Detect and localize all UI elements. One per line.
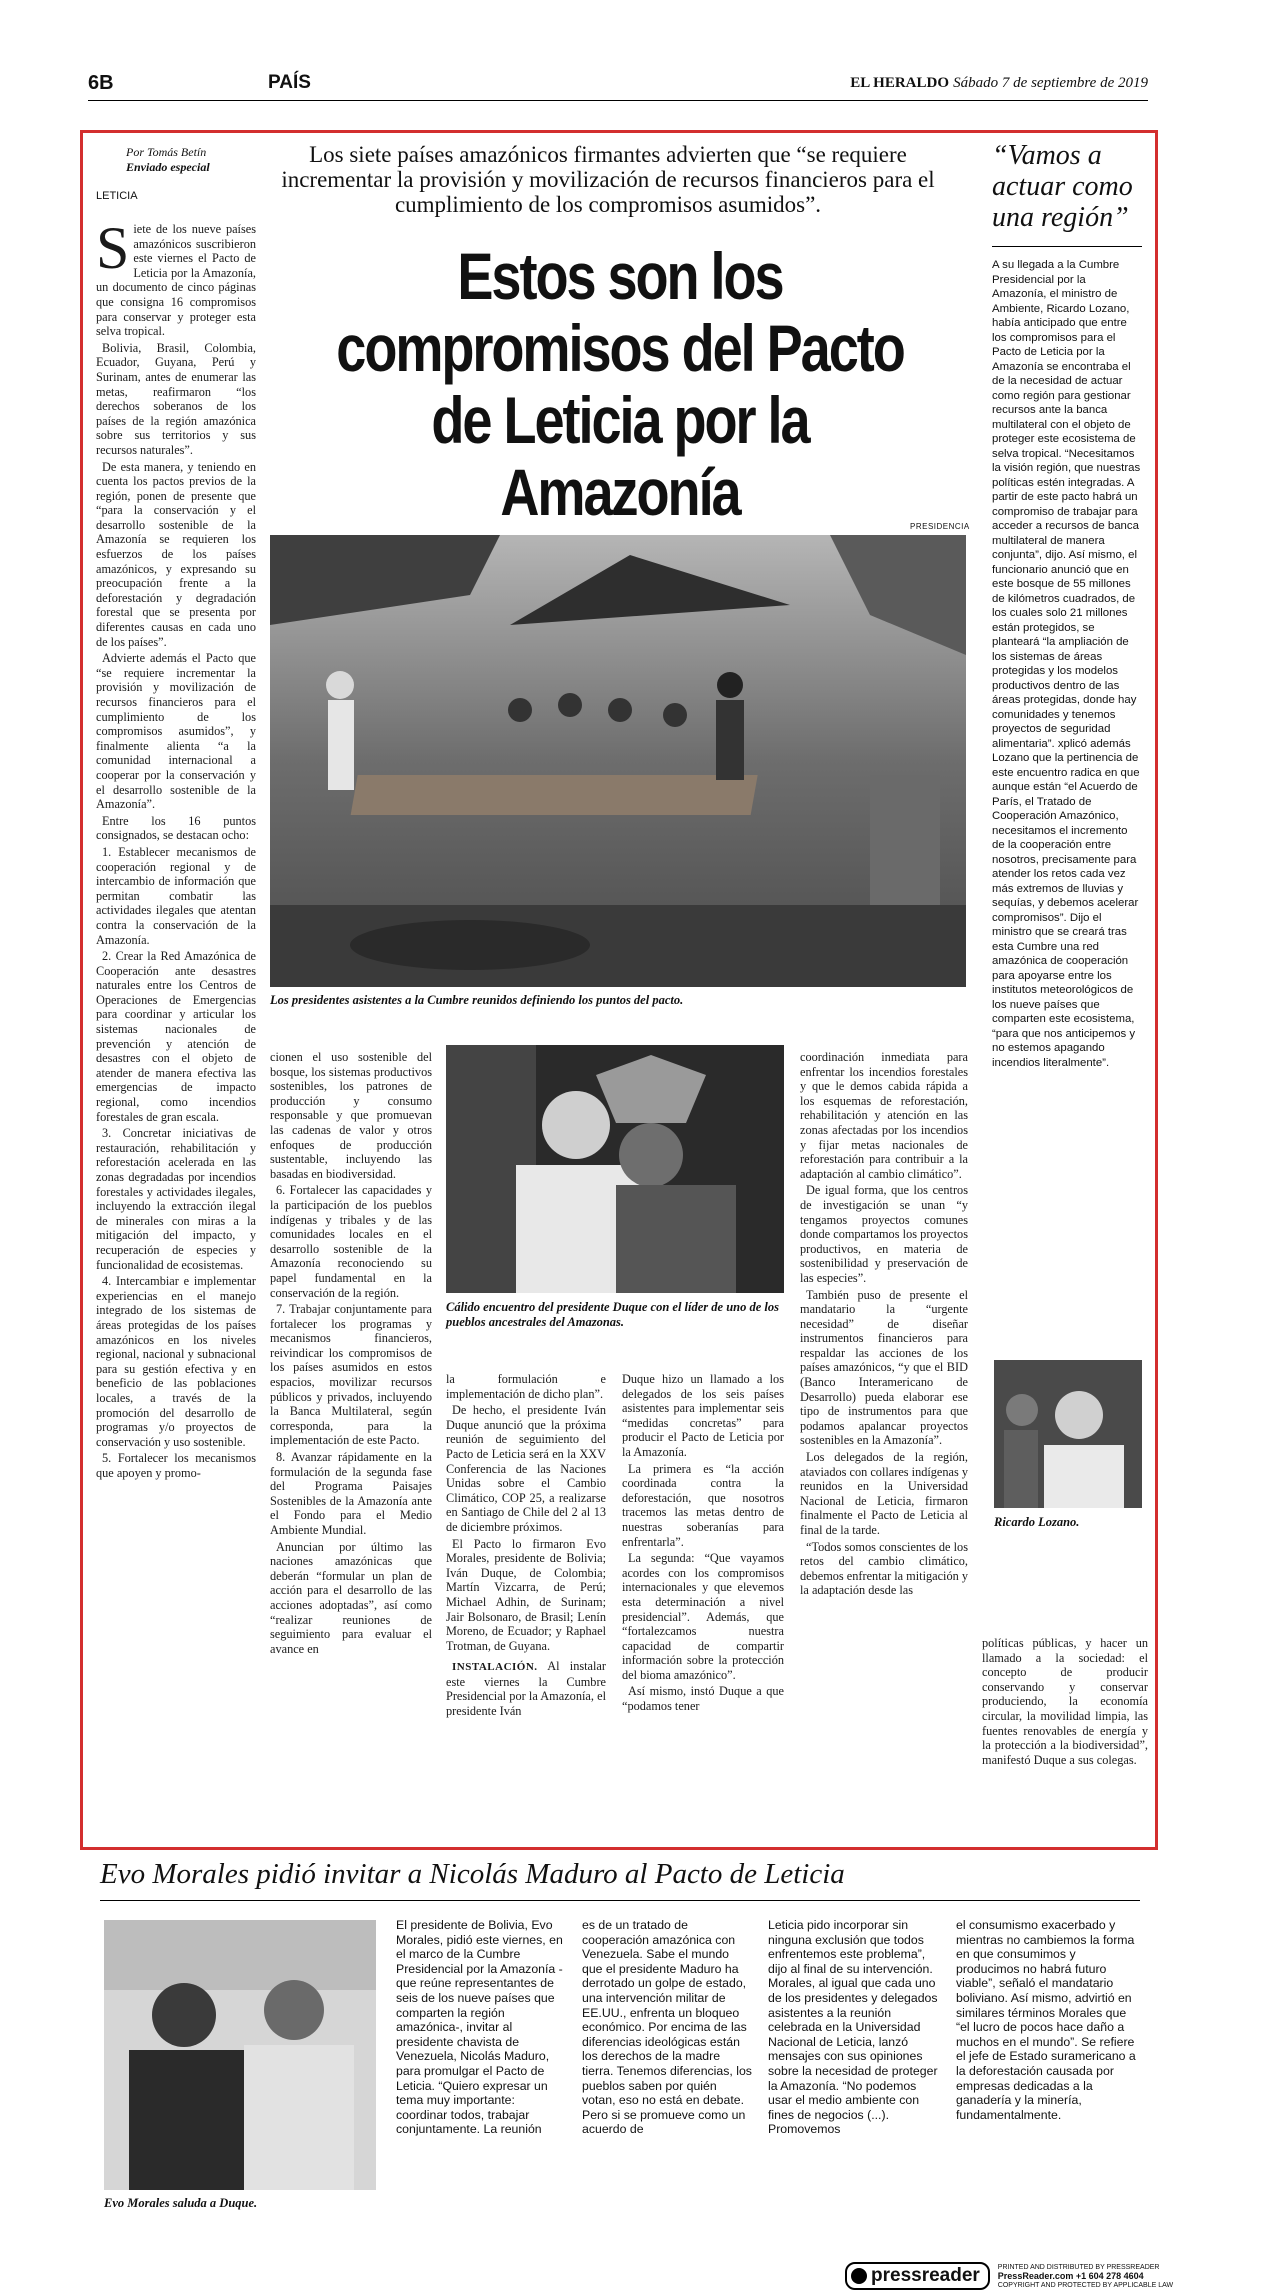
second-story-column-1: El presidente de Bolivia, Evo Morales, pidió este viernes, en el marco de la Cumbre Presidencial por la Amazonía -que reúne representantes de seis de los nueve países que comparten la región amazónica-, invitar al presidente chavista de Venezuela, Nicolás Maduro, para promulgar el Pacto de Leticia. “Quiero expresar un tema muy importante: coordinar todos, trabajar conjuntamente. La reunión: [396, 1918, 563, 2137]
paragraph: Bolivia, Brasil, Colombia, Ecuador, Guyana, Perú y Surinam, antes de enumerar las metas, reafirmaron “los derechos soberanos de los países de la región amazónica sobre sus territorios y sus recursos naturales”.: [96, 340, 256, 457]
main-photo-caption: Los presidentes asistentes a la Cumbre reunidos definiendo los puntos del pacto.: [270, 993, 684, 1007]
sidebar-text: A su llegada a la Cumbre Presidencial por la Amazonía, el ministro de Ambiente, Ricardo Lozano, había anticipado que entre los compromisos para el Pacto de Leticia por la Amazonía se encontraba el de la necesidad de actuar como región para gestionar recursos ante la banca multilateral con el objeto de proteger este ecosistema de selva tropical. “Necesitamos la visión región, que nuestras políticas estén integradas. A partir de este pacto habrá un compromiso de trabajar para acceder a recursos de banca multilateral de manera conjunta”, dijo. Así mismo, el funcionario anunció que en este bosque de 55 millones de kilómetros cuadrados, de los cuales solo 21 millones están protegidos, se planteará “la ampliación de los sistemas de áreas protegidas y los modelos productivos dentro de las áreas protegidas, donde hay comunidades y tenemos proyectos de seguridad alimentaria”. xplicó además Lozano que la pertinencia de este encuentro radica en que aunque están “el Acuerdo de París, el Tratado de Cooperación Amazónico, necesitamos el incremento de la cooperación entre nosotros, precisamente para atender los retos cada vez más extremos de lluvias y sequías, y debemos acelerar compromisos”. Dijo el ministro que se creará tras esta Cumbre una red amazónica de cooperación para apoyarse entre los institutos meteorológicos de los nueve países que comparten este ecosistema, “para que nos anticipemos y no estemos apagando incendios literalmente”.: [992, 259, 1141, 1069]
pressreader-meta: [998, 2263, 1173, 2290]
page-header: [88, 72, 1148, 96]
paragraph: De esta manera, y teniendo en cuenta los pactos previos de la región, ponen de presente que “para la conservación y el desarrollo sostenible de la Amazonía se requieren los esfuerzos de los países amazónicos, y expresando su preocupación frente a la deforestación y degradación forestal que se presenta por diferentes causas en cada uno de los países”.: [96, 459, 256, 649]
section-label: INSTALACIÓN.: [452, 1661, 538, 1674]
pressreader-line-1: PRINTED AND DISTRIBUTED BY PRESSREADER: [997, 2263, 1160, 2271]
paragraph: De hecho, el presidente Iván Duque anunció que la próxima reunión de seguimiento del Pacto de Leticia será en la XXV Conferencia de las Naciones Unidas sobre el Cambio Climático, COP 25, a realizarse en Santiago de Chile del 2 al 13 de diciembre próximos.: [446, 1403, 606, 1534]
second-story-rule: [100, 1900, 1140, 1901]
paragraph: 8. Avanzar rápidamente en la formulación de la segunda fase del Programa Paisajes Sostenibles de la Amazonía ante el Fondo para el Medio Ambiente Mundial.: [270, 1450, 432, 1537]
main-photo: [270, 535, 966, 987]
second-story-column-2: es de un tratado de cooperación amazónica con Venezuela. Sabe el mundo que el presidente Maduro ha derrotado un golpe de estado, una intervención militar de EE.UU., enfrenta un bloqueo económico. Por encima de las diferencias ideológicas están los derechos de la madre tierra. Tenemos diferencias, los pueblos saben por quién votan, eso no está en debate. Pero si se promueve como un acuerdo de: [582, 1918, 752, 2137]
paragraph: “Todos somos conscientes de los retos del cambio climático, debemos enfrentar la mitigación y la adaptación desde las: [800, 1539, 968, 1598]
byline: [96, 145, 246, 175]
paragraph: 1. Establecer mecanismos de cooperación regional y de intercambio de información que permitan combatir las actividades ilegales que atentan contra la conservación de la Amazonía.: [96, 844, 256, 947]
duque-photo-caption: Cálido encuentro del presidente Duque con el líder de uno de los pueblos ancestrales del Amazonas.: [446, 1300, 779, 1329]
article-column-6: políticas públicas, y hacer un llamado a la sociedad: el concepto de producir conservando y conservar produciendo, la economía circular, la movilidad limpia, las fuentes renovables de energía y la protección a la biodiversidad”, manifestó Duque a sus colegas.: [982, 1636, 1148, 1767]
article-column-1: [96, 222, 256, 1822]
paragraph: Los delegados de la región, ataviados con collares indígenas y reunidos en la Universidad Nacional de Leticia, firmaron finalmente el Pacto de Leticia al final de la tarde.: [800, 1450, 968, 1537]
dateline: LETICIA: [96, 190, 138, 202]
article-column-4: [622, 1372, 784, 1832]
second-story-column-3: Leticia pido incorporar sin ninguna exclusión que todos enfrentemos este problema”, dijo al final de su intervención. Morales, al igual que cada uno de los presidentes y delegados asistentes a la reunión celebrada en la Universidad Nacional de Leticia, lanzó mensajes con sus opiniones sobre la necesidad de proteger la Amazonía. “No podemos usar el medio ambiente con fines de negocios (...). Promovemos: [768, 1918, 938, 2137]
second-story-column-4: el consumismo exacerbado y mientras no cambiemos la forma en que consumimos y producimos no habrá futuro viable”, señaló el mandatario boliviano. Así mismo, advirtió en similares términos Morales que “el lucro de pocos hace daño a muchos en el mundo”. Se refiere el jefe de Estado suramericano a la deforestación causada por empresas dedicadas a la ganadería y la minería, fundamentalmente.: [956, 1918, 1136, 2122]
pressreader-brand: pressreader: [871, 2265, 980, 2286]
lozano-photo-illustration: [994, 1360, 1142, 1508]
paragraph: Duque hizo un llamado a los delegados de los seis países asistentes para implementar seis “medidas concretas” para producir el Pacto de Leticia por la Amazonía.: [622, 1372, 784, 1459]
paragraph: La primera es “la acción coordinada contra la deforestación, que nosotros tracemos las metas dentro de nuestras soberanías para enfrentarla”.: [622, 1461, 784, 1549]
photo-credit: PRESIDENCIA: [910, 522, 970, 531]
byline-author: Por Tomás Betín: [126, 145, 207, 159]
paragraph: coordinación inmediata para enfrentar los incendios forestales y que le demos cabida rápida a los esquemas de reforestación, rehabilitación y atención en las zonas afectadas por los incendios y fijar metas nacionales de reforestación para contribuir a la adaptación al cambio climático”.: [800, 1050, 968, 1181]
header-rule: [88, 100, 1148, 101]
pressreader-logo-icon: [851, 2268, 867, 2284]
lead-paragraph: iete de los nueve países amazónicos suscribieron este viernes el Pacto de Leticia por la Amazonía, un documento de cinco páginas que consigna 16 compromisos para conservar y proteger esta selva tropical.: [96, 222, 256, 339]
lozano-caption: Ricardo Lozano.: [994, 1515, 1080, 1529]
paragraph: 7. Trabajar conjuntamente para fortalecer los programas y mecanismos financieros, reivindicar los compromisos de los países asumidos en estos espacios, movilizar recursos públicos y privados, incluyendo la Banca Multilateral, según corresponda, para la implementación de este Pacto.: [270, 1302, 432, 1448]
morales-photo: [104, 1920, 376, 2190]
paragraph: la formulación e implementación de dicho plan”.: [446, 1372, 606, 1401]
paragraph: Anuncian por último las naciones amazónicas que deberán “formular un plan de acción para el desarrollo de las acciones adoptadas”, así como “realizar reuniones de seguimiento para evaluar el avance en: [270, 1539, 432, 1656]
drop-cap: S: [96, 222, 130, 281]
paragraph: 5. Fortalecer los mecanismos que apoyen y promo-: [96, 1451, 256, 1480]
duque-photo: [446, 1045, 784, 1293]
paragraph: Al instalar este viernes la Cumbre Presidencial por la Amazonía, el presidente Iván: [446, 1659, 606, 1719]
second-story-title: Evo Morales pidió invitar a Nicolás Maduro al Pacto de Leticia: [100, 1858, 845, 1890]
morales-photo-caption: Evo Morales saluda a Duque.: [104, 2196, 258, 2210]
paragraph: Así mismo, instó Duque a que “podamos tener: [622, 1684, 784, 1714]
paragraph: El Pacto lo firmaron Evo Morales, presidente de Bolivia; Iván Duque, de Colombia; Martín Vizcarra, de Perú; Michael Adhin, de Surinam; Jair Bolsonaro, de Brasil; Lenín Moreno, de Ecuador; y Raphael Trotman, de Guyana.: [446, 1536, 606, 1653]
paper-name: EL HERALDO: [850, 75, 949, 91]
sidebar-quote: “Vamos a actuar como una región”: [992, 140, 1133, 233]
sidebar-rule: [992, 246, 1142, 247]
headline: Estos son los compromisos del Pacto de Leticia por la Amazonía: [336, 239, 904, 529]
article-column-5: [800, 1050, 968, 1830]
paragraph: 4. Intercambiar e implementar experiencias en el manejo integrado de los sistemas de áreas protegidas de los países amazónicos en los niveles regional, nacional y subnacional para su gestión efectiva y en beneficio de las poblaciones locales, a través de la promoción del desarrollo de programas y/o proyectos de conservación y uso sostenible.: [96, 1274, 256, 1449]
paragraph: 3. Concretar iniciativas de restauración, rehabilitación y reforestación acelerada en las zonas degradadas por incendios forestales y actividades ilegales, incluyendo la extracción ilegal de minerales con miras a la mitigación del impacto, y recuperación de especies y funcionalidad de ecosistemas.: [96, 1126, 256, 1272]
paragraph: cionen el uso sostenible del bosque, los sistemas productivos sostenibles, los patrones de producción y consumo responsable y que promuevan las cadenas de valor y otros enfoques de producción sustentable, incluyendo las basadas en biodiversidad.: [270, 1050, 432, 1181]
issue-date: Sábado 7 de septiembre de 2019: [953, 75, 1148, 91]
article-column-3: [446, 1372, 606, 1832]
paragraph: Entre los 16 puntos consignados, se destacan ocho:: [96, 813, 256, 843]
main-photo-illustration: [270, 535, 966, 987]
article-column-2: [270, 1050, 432, 1830]
paragraph: De igual forma, que los centros de investigación se unan “y tengamos proyectos comunes donde compartamos los proyectos productivos, en materia de sostenibilidad y preservación de las especies”.: [800, 1183, 968, 1285]
paragraph: Advierte además el Pacto que “se requiere incrementar la provisión y movilización de recursos financieros para el cumplimiento de los compromisos asumidos”, y finalmente alienta “a la comunidad internacional a cooperar por la conservación y el desarrollo sostenible de la Amazonía”.: [96, 651, 256, 812]
lozano-photo: [994, 1360, 1142, 1508]
morales-photo-illustration: [104, 1920, 376, 2190]
pressreader-footer: [845, 2262, 1173, 2290]
pressreader-line-2: PressReader.com +1 604 278 4604: [997, 2270, 1144, 2281]
page-number: 6B: [88, 72, 114, 94]
paragraph: 2. Crear la Red Amazónica de Cooperación ante desastres naturales entre los Centros de Operaciones de Emergencias para coordinar y articular los sistemas nacionales de prevención y atención de desastres con el objeto de atender de manera efectiva las emergencias de impacto regional, como incendios forestales de gran escala.: [96, 949, 256, 1124]
pressreader-logo: [845, 2262, 990, 2290]
pressreader-line-3: COPYRIGHT AND PROTECTED BY APPLICABLE LAW: [997, 2281, 1174, 2289]
kicker: Los siete países amazónicos firmantes advierten que “se requiere incrementar la provisión y movilización de recursos financieros para el cumplimiento de los compromisos asumidos”.: [281, 142, 935, 217]
paragraph: La segunda: “Que vayamos acordes con los compromisos internacionales y que elevemos esta determinación a nivel presidencial”. Además, que “fortalezcamos nuestra capacidad de compartir información sobre la protección del bioma amazónico”.: [622, 1551, 784, 1682]
section-name: PAÍS: [268, 72, 311, 93]
paragraph: 6. Fortalecer las capacidades y la participación de los pueblos indígenas y tribales y de las comunidades locales en el desarrollo sostenible de la Amazonía reconociendo su papel fundamental en la conservación de la región.: [270, 1183, 432, 1300]
paragraph: También puso de presente el mandatario la “urgente necesidad” de diseñar instrumentos financieros para respaldar las acciones de los países amazónicos, “y que el BID (Banco Interamericano de Desarrollo) pueda elaborar ese tipo de instrumentos para que podamos apalancar proyectos sostenibles en la Amazonía”.: [800, 1287, 968, 1448]
duque-photo-illustration: [446, 1045, 784, 1293]
byline-role: Enviado especial: [126, 160, 210, 174]
masthead: [850, 74, 1148, 92]
